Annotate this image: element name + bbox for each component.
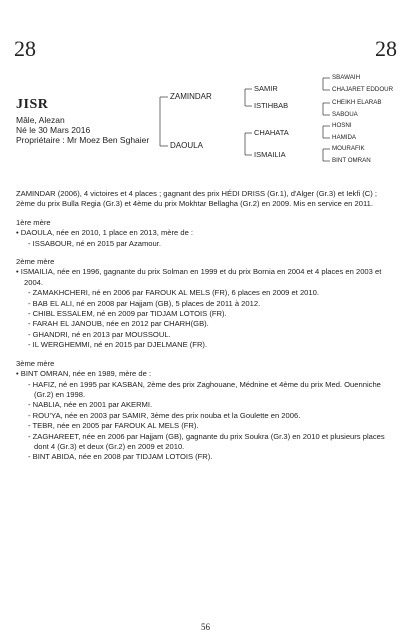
- pedigree-g3-3: CHEIKH ELARAB: [332, 99, 382, 106]
- horse-name: JISR: [16, 97, 49, 112]
- second-dam-title: 2ème mère: [16, 257, 55, 267]
- produce-item: - HAFIZ, né en 1995 par KASBAN, 2ème des prix Zaghouane, Médnine et 4ème du prix Med. Ouenniche (Gr.2) en 1998.: [16, 380, 396, 401]
- produce-item: - NABLIA, née en 2001 par AKERMI.: [16, 400, 396, 410]
- catalogue-text: [16, 189, 396, 463]
- horse-birth-date: Né le 30 Mars 2016: [16, 125, 91, 135]
- first-dam-title: 1ère mère: [16, 217, 51, 227]
- produce-item: - IL WERGHEMMI, né en 2015 par DJELMANE (FR).: [16, 340, 396, 350]
- pedigree-dam-dam: ISMAILIA: [254, 150, 286, 159]
- pedigree-g3-1: SBAWAIH: [332, 74, 361, 81]
- produce-item: - TEBR, née en 2005 par FAROUK AL MELS (FR).: [16, 421, 396, 431]
- produce-item: - FARAH EL JANOUB, née en 2012 par CHARH(GB).: [16, 319, 396, 329]
- produce-item: - ZAMAKHCHERI, né en 2006 par FAROUK AL MELS (FR), 6 places en 2009 et 2010.: [16, 288, 396, 298]
- pedigree-g3-2: CHAJARET EDDOUR: [332, 86, 394, 93]
- lot-number-right: 28: [375, 36, 397, 61]
- pedigree-sire-sire: SAMIR: [254, 84, 278, 93]
- pedigree-sire: ZAMINDAR: [170, 92, 212, 101]
- pedigree-g3-7: MOURAFIK: [332, 145, 365, 152]
- sire-paragraph: ZAMINDAR (2006), 4 victoires et 4 places ; gagnant des prix HÉDI DRISS (Gr.1), d'Alger (Gr.3) et Iekfi (C) ; 2ème du prix Bulla Regia (Gr.3) et 4ème du prix Mokhtar Bellagha (Gr.2) en 2009. Mis en service en 2011.: [16, 189, 378, 209]
- second-dam-bullet: • ISMAILIA, née en 1996, gagnante du prix Solman en 1999 et du prix Bornia en 2004 et 4 places en 2003 et 2004.: [16, 267, 396, 288]
- pedigree-g3-8: BINT OMRAN: [332, 157, 371, 164]
- first-dam-bullet: • DAOULA, née en 2010, 1 place en 2013, mère de :: [16, 228, 396, 238]
- produce-item: - CHIBL ESSALEM, né en 2009 par TIDJAM LOTOIS (FR).: [16, 309, 396, 319]
- pedigree-g3-4: SABOUA: [332, 111, 358, 118]
- third-dam-bullet: • BINT OMRAN, née en 1989, mère de :: [16, 369, 396, 379]
- pedigree-sire-dam: ISTIHBAB: [254, 101, 289, 110]
- produce-item: - BAB EL ALI, né en 2008 par Hajjam (GB), 5 places de 2011 à 2012.: [16, 299, 396, 309]
- produce-item: - ISSABOUR, né en 2015 par Azamour.: [16, 239, 396, 249]
- lot-number-left: 28: [14, 36, 36, 61]
- pedigree-g3-6: HAMIDA: [332, 134, 357, 141]
- pedigree-dam: DAOULA: [170, 141, 203, 150]
- pedigree-dam-sire: CHAHATA: [254, 128, 289, 137]
- horse-sex-color: Mâle, Alezan: [16, 115, 65, 125]
- produce-item: - BINT ABIDA, née en 2008 par TIDJAM LOTOIS (FR).: [16, 452, 396, 462]
- produce-item: - GHANDRI, né en 2013 par MOUSSOUL.: [16, 330, 396, 340]
- third-dam-title: 3ème mère: [16, 358, 55, 368]
- produce-item: - ZAGHAREET, née en 2006 par Hajjam (GB), gagnante du prix Soukra (Gr.3) en 2010 et plusieurs places dont 4 (Gr.3) et deux (Gr.2) en 2009 et 2010.: [16, 432, 396, 453]
- pedigree-g3-5: HOSNI: [332, 122, 352, 129]
- produce-item: - ROU'YA, née en 2003 par SAMIR, 3ème des prix nouba et la Goulette en 2006.: [16, 411, 396, 421]
- page-number: 56: [201, 622, 210, 632]
- horse-owner: Propriétaire : Mr Moez Ben Sghaier: [16, 135, 150, 145]
